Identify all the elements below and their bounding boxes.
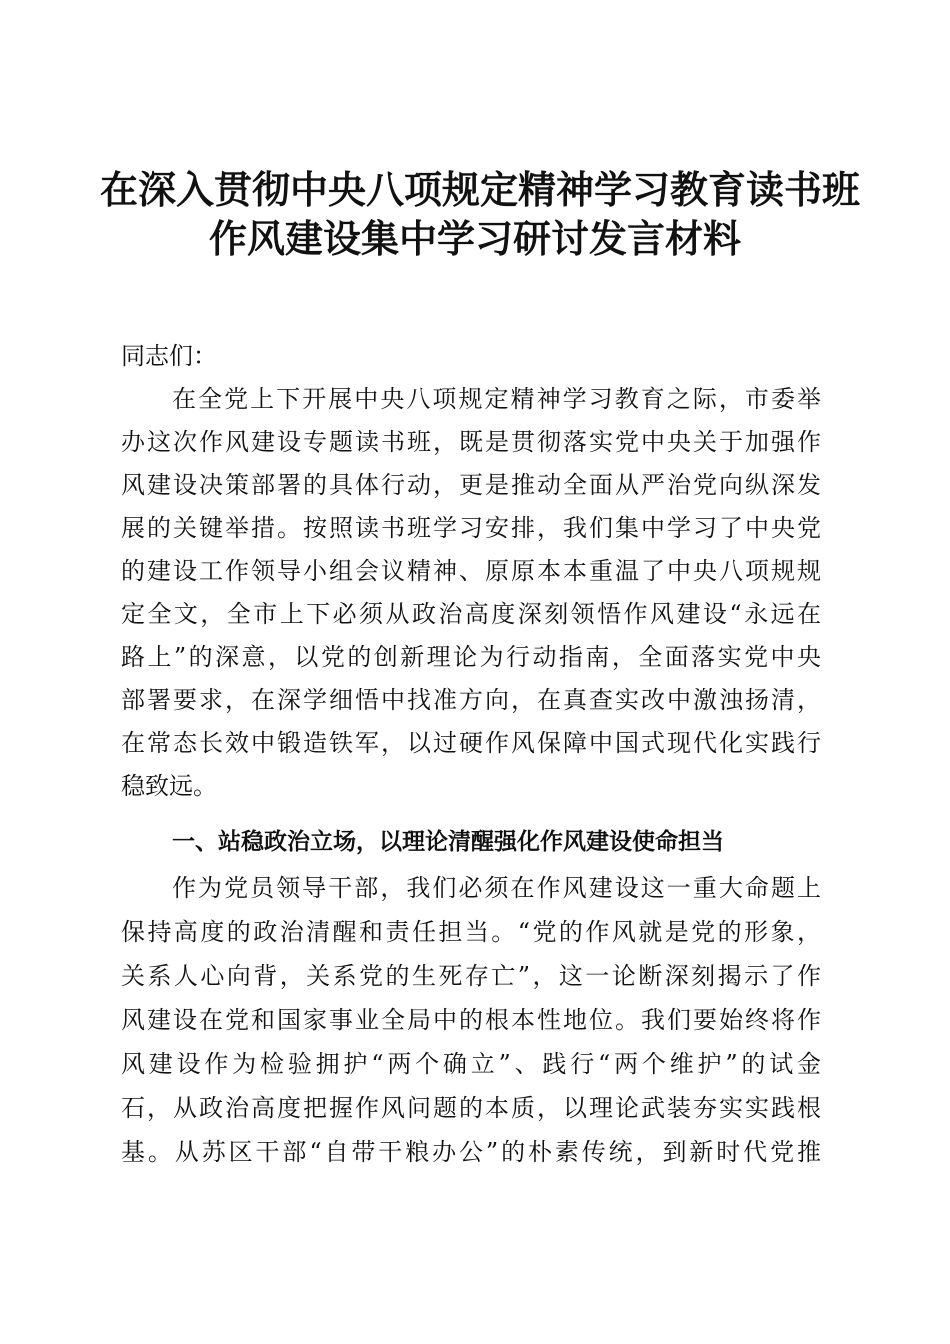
paragraph-1-line-7: 路上”的深意，以党的创新理论为行动指南，全面落实党中央	[121, 643, 821, 671]
paragraph-1-line-9: 在常态长效中锻造铁军，以过硬作风保障中国式现代化实践行	[121, 729, 821, 757]
paragraph-1-line-2: 办这次作风建设专题读书班，既是贯彻落实党中央关于加强作	[121, 428, 821, 456]
document-title-line-1: 在深入贯彻中央八项规定精神学习教育读书班	[100, 168, 861, 212]
paragraph-2-line-1: 作为党员领导干部，我们必须在作风建设这一重大命题上	[172, 874, 821, 902]
paragraph-2-line-2: 保持高度的政治清醒和责任担当。“党的作风就是党的形象，	[121, 918, 821, 946]
paragraph-2-line-3: 关系人心向背，关系党的生死存亡”，这一论断深刻揭示了作	[121, 962, 821, 990]
paragraph-2-line-5: 风建设作为检验拥护“两个确立”、践行“两个维护”的试金	[121, 1050, 821, 1078]
salutation: 同志们：	[121, 342, 217, 370]
document-title-line-2: 作风建设集中学习研讨发言材料	[208, 217, 741, 261]
paragraph-1-line-10: 稳致远。	[121, 772, 217, 800]
paragraph-2-line-6: 石，从政治高度把握作风问题的本质，以理论武装夯实实践根	[121, 1094, 821, 1122]
paragraph-1-line-5: 的建设工作领导小组会议精神、原原本本重温了中央八项规规	[121, 557, 821, 585]
paragraph-2-line-4: 风建设在党和国家事业全局中的根本性地位。我们要始终将作	[121, 1006, 821, 1034]
paragraph-1-line-1: 在全党上下开展中央八项规定精神学习教育之际，市委举	[172, 385, 821, 413]
paragraph-1-line-3: 风建设决策部署的具体行动，更是推动全面从严治党向纵深发	[121, 471, 821, 499]
paragraph-1-line-4: 展的关键举措。按照读书班学习安排，我们集中学习了中央党	[121, 514, 821, 542]
paragraph-2-line-7: 基。从苏区干部“自带干粮办公”的朴素传统，到新时代党推	[121, 1138, 821, 1166]
paragraph-1-line-8: 部署要求，在深学细悟中找准方向，在真查实改中激浊扬清，	[121, 686, 821, 714]
paragraph-1-line-6: 定全文，全市上下必须从政治高度深刻领悟作风建设“永远在	[121, 600, 821, 628]
section-heading-1: 一、站稳政治立场，以理论清醒强化作风建设使命担当	[172, 829, 724, 855]
